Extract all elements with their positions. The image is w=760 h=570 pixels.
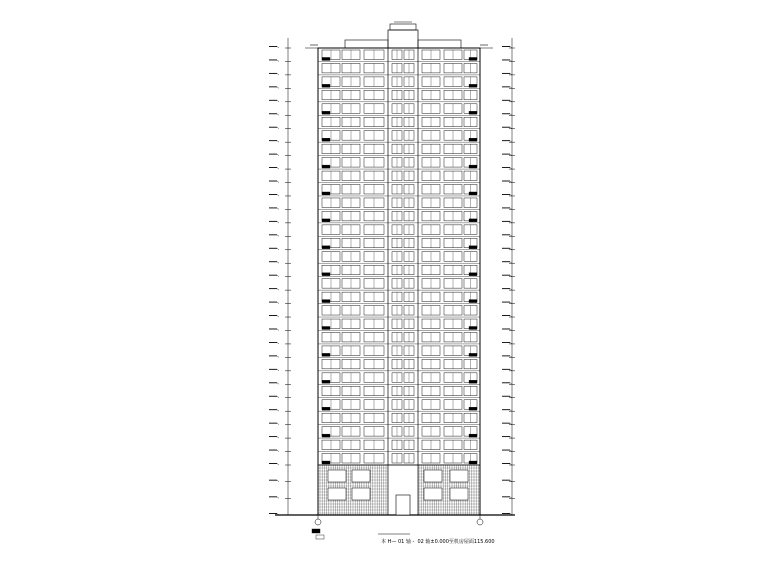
stair-core xyxy=(388,30,418,515)
podium-window xyxy=(328,488,346,500)
balcony-rail xyxy=(322,57,330,60)
elevation-mark-arrow xyxy=(277,235,279,237)
roof-parapet-left xyxy=(345,40,388,48)
balcony-rail xyxy=(322,219,330,222)
legend-swatch-1 xyxy=(312,529,320,533)
balcony-rail xyxy=(322,300,330,303)
elevation-mark-arrow xyxy=(277,47,279,49)
elevation-mark-arrow xyxy=(277,73,279,75)
building-outline xyxy=(318,48,480,515)
balcony-rail xyxy=(322,138,330,141)
elevation-mark-arrow xyxy=(277,141,279,143)
balcony-rail xyxy=(469,165,477,168)
balcony-rail xyxy=(322,111,330,114)
elevation-mark-arrow xyxy=(277,275,279,277)
balcony-rail xyxy=(322,380,330,383)
elevation-mark-arrow xyxy=(277,497,279,499)
balcony-rail xyxy=(469,353,477,356)
balcony-rail xyxy=(469,246,477,249)
podium-window xyxy=(424,470,442,482)
elevation-mark-arrow xyxy=(277,383,279,385)
elevation-mark-arrow xyxy=(277,100,279,102)
elevation-mark-arrow xyxy=(277,248,279,250)
elevation-mark-arrow xyxy=(277,410,279,412)
balcony-rail xyxy=(469,111,477,114)
elevation-mark-arrow xyxy=(277,480,279,482)
elevation-mark-arrow xyxy=(277,60,279,62)
balcony-rail xyxy=(469,138,477,141)
podium-window xyxy=(328,470,346,482)
balcony-rail xyxy=(322,84,330,87)
balcony-rail xyxy=(469,273,477,276)
elevation-mark-arrow xyxy=(277,342,279,344)
elevation-mark-arrow xyxy=(277,396,279,398)
elevation-mark-arrow xyxy=(277,194,279,196)
elevation-mark-arrow xyxy=(277,221,279,223)
balcony-rail xyxy=(469,326,477,329)
axis-bubble-right xyxy=(477,519,483,525)
elevation-mark-arrow xyxy=(277,316,279,318)
balcony-rail xyxy=(469,300,477,303)
elevation-mark-arrow xyxy=(277,127,279,128)
elevation-mark-arrow xyxy=(277,262,279,264)
balcony-rail xyxy=(469,192,477,195)
elevation-mark-arrow xyxy=(277,437,279,439)
elevation-mark-arrow xyxy=(277,464,279,466)
balcony-rail xyxy=(469,434,477,437)
balcony-rail xyxy=(469,461,477,464)
elevation-mark-arrow xyxy=(277,154,279,156)
elevation-mark-arrow xyxy=(277,369,279,371)
elevation-mark-arrow xyxy=(277,181,279,183)
podium-window xyxy=(352,488,370,500)
elevation-mark-arrow xyxy=(277,423,279,425)
balcony-rail xyxy=(322,326,330,329)
balcony-rail xyxy=(469,407,477,410)
balcony-rail xyxy=(469,84,477,87)
balcony-rail xyxy=(469,57,477,60)
elevation-mark-arrow xyxy=(277,329,279,331)
elevation-range-note: 本 H— 01 轴 - 02 轴±0.000至机房屋面115.600 xyxy=(381,539,495,545)
elevation-mark-arrow xyxy=(277,87,279,89)
elevation-mark-arrow xyxy=(277,168,279,170)
balcony-rail xyxy=(469,219,477,222)
roof-parapet-right xyxy=(418,40,461,48)
balcony-rail xyxy=(322,353,330,356)
balcony-rail xyxy=(322,407,330,410)
machine-room-cap xyxy=(390,24,416,30)
elevation-mark-arrow xyxy=(277,208,279,210)
balcony-rail xyxy=(322,192,330,195)
elevation-mark-arrow xyxy=(277,114,279,116)
legend-swatch-2 xyxy=(316,535,324,539)
elevation-mark-arrow xyxy=(277,450,279,452)
balcony-rail xyxy=(469,380,477,383)
podium-window xyxy=(424,488,442,500)
axis-bubble-left xyxy=(315,519,321,525)
elevation-mark-arrow xyxy=(277,356,279,358)
podium-window xyxy=(450,488,468,500)
balcony-rail xyxy=(322,434,330,437)
balcony-rail xyxy=(322,273,330,276)
balcony-rail xyxy=(322,246,330,249)
elevation-mark-arrow xyxy=(277,289,279,291)
entrance-door xyxy=(396,495,410,515)
elevation-mark-arrow xyxy=(277,302,279,304)
balcony-rail xyxy=(322,461,330,464)
podium-window xyxy=(352,470,370,482)
balcony-rail xyxy=(322,165,330,168)
podium-window xyxy=(450,470,468,482)
